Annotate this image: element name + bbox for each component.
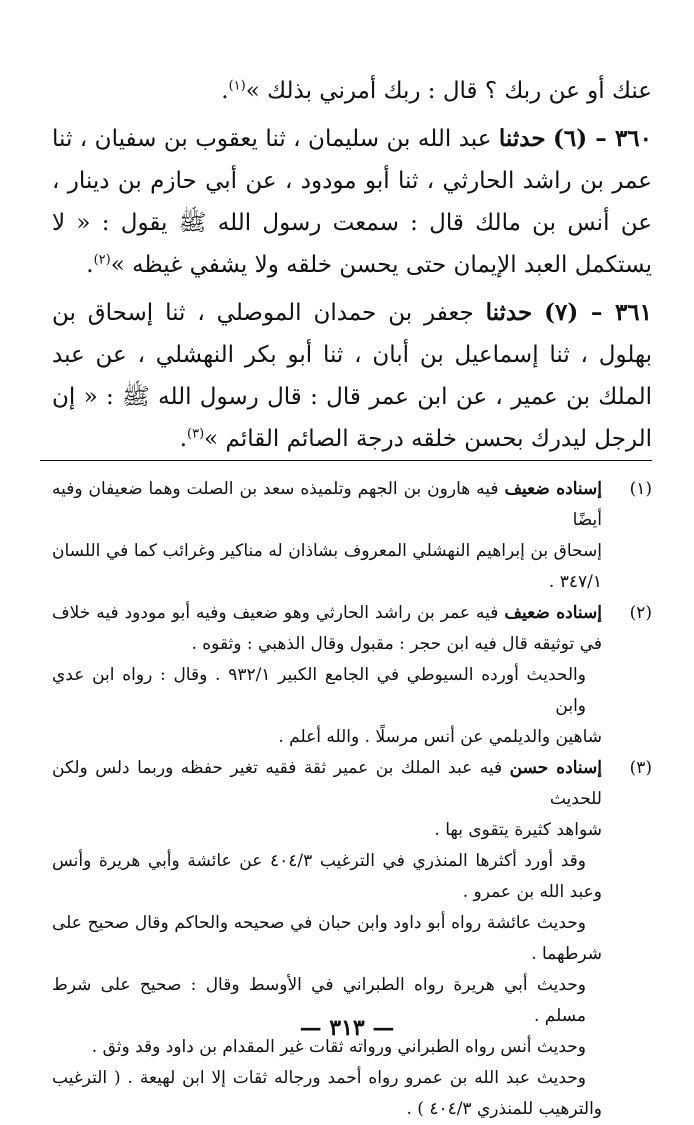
footnote-1-line-1 [52,474,602,536]
footnote-ref-2: (٢) [93,252,111,268]
main-text [52,70,652,466]
footnote-3-line-9: وحديث عبد الله بن عمرو رواه أحمد ورجاله ثقات إلا ابن لهيعة . ( الترغيب [52,1068,586,1088]
footnote-3-line-1 [52,753,602,815]
footnote-3-line-7: وحديث أبي هريرة رواه الطبراني في الأوسط وقال : صحيح على شرط مسلم . [52,975,586,1026]
opening-paragraph: عنك أو عن ربك ؟ قال : ربك أمرني بذلك »$^{(١)}$. [221,78,652,104]
footnote-2-number: (٢) [629,603,652,623]
footnote-1 [52,474,652,598]
footnote-3-line-2: شواهد كثيرة يتقوى بها . [434,820,602,840]
footnote-3-lead: إسناده حسن [509,758,602,778]
footnote-2 [52,598,652,753]
footnote-ref-1: (١) [228,78,246,94]
footnote-3 [52,753,652,1125]
page-number: — ٣١٣ — [299,1015,395,1041]
hadith-360-text: عبد الله بن سليمان ، ثنا يعقوب بن سفيان ، ثنا عمر بن راشد الحارثي ، ثنا أبو مودود ، عن أبي حازم بن دينار ، عن أنس بن مالك قال : سمعت رسول الله ﷺ يقول : « لا يستكمل العبد الإيمان حتى يحسن خلقه ولا يشفي غيظه » [52,126,652,278]
footnote-2-line-3: والحديث أورده السيوطي في الجامع الكبير ٩٣٢/١ . وقال : رواه ابن عدي وابن [52,665,586,716]
hadith-360-lead: حدثنا [498,125,546,152]
hadith-361-text: جعفر بن حمدان الموصلي ، ثنا إسحاق بن بهلول ، ثنا إسماعيل بن أبان ، ثنا أبو بكر النهشلي ، عن عبد الملك بن عمير ، عن ابن عمر قال : قال رسول الله ﷺ : « إن الرجل ليدرك بحسن خلقه درجة الصائم القائم » [52,300,652,452]
footnote-3-line-5: وحديث عائشة رواه أبو داود وابن حبان في صحيحه والحاكم وقال صحيح على [52,913,586,933]
footnote-2-line-1 [52,598,602,629]
hadith-361-lead: حدثنا [485,299,533,326]
footnote-ref-3: (٣) [187,426,205,442]
footnote-1-line-1-text: فيه هارون بن الجهم وتلميذه سعد بن الصلت وهما ضعيفان وفيه أيضًا [52,479,602,530]
footnote-3-line-4: وعبد الله بن عمرو . [462,882,602,902]
hadith-360-number: ٣٦٠ – (٦) [553,125,653,152]
footnote-3-line-10: والترهيب للمنذري ٤٠٤/٣ ) . [406,1099,602,1119]
footnote-3-line-1-text: فيه عبد الملك بن عمير ثقة فقيه تغير حفظه وربما دلس ولكن للحديث [52,758,602,809]
footnote-3-number: (٣) [629,758,652,778]
hadith-361-number: ٣٦١ – (٧) [544,299,652,326]
footnote-1-number: (١) [629,479,652,499]
footnote-1-lead: إسناده ضعيف [504,479,603,499]
hadith-361: ٣٦١ – (٧) حدثنا جعفر بن حمدان الموصلي ، ثنا إسحاق بن بهلول ، ثنا إسماعيل بن أبان ، ثنا أبو بكر النهشلي ، عن عبد الملك بن عمير ، عن ابن عمر قال : قال رسول الله ﷺ : « إن الرجل ليدرك بحسن خلقه درجة الصائم القائم »$^{(٣)}$. [52,299,652,452]
footnote-2-lead: إسناده ضعيف [504,603,602,623]
footnote-1-line-2: إسحاق بن إبراهيم النهشلي المعروف بشاذان له مناكير وغرائب كما في اللسان ٣٤٧/١ . [52,541,602,592]
opening-line: عنك أو عن ربك ؟ قال : ربك أمرني بذلك » [245,78,652,104]
footnote-2-line-2: في توثيقه قال فيه ابن حجر : مقبول وقال الذهبي : وثقوه . [191,634,602,654]
footnote-3-line-6: شرطهما . [531,944,602,964]
footnote-3-line-3: وقد أورد أكثرها المنذري في الترغيب ٤٠٤/٣ عن عائشة وأبي هريرة وأنس [52,851,586,871]
footnote-divider [40,460,652,461]
footnote-3-line-8: وحديث أنس رواه الطبراني ورواته ثقات غير المقدام بن داود وقد وثق . [91,1037,586,1057]
hadith-360: ٣٦٠ – (٦) حدثنا عبد الله بن سليمان ، ثنا يعقوب بن سفيان ، ثنا عمر بن راشد الحارثي ، ثنا أبو مودود ، عن أبي حازم بن دينار ، عن أنس بن مالك قال : سمعت رسول الله ﷺ يقول : « لا يستكمل العبد الإيمان حتى يحسن خلقه ولا يشفي غيظه »$^{(٢)}$. [52,125,653,278]
footnote-2-line-4: شاهين والديلمي عن أنس مرسلًا . والله أعلم . [278,727,602,747]
footnote-2-line-1-text: فيه عمر بن راشد الحارثي وهو ضعيف وفيه أبو مودود فيه خلاف [52,603,499,623]
